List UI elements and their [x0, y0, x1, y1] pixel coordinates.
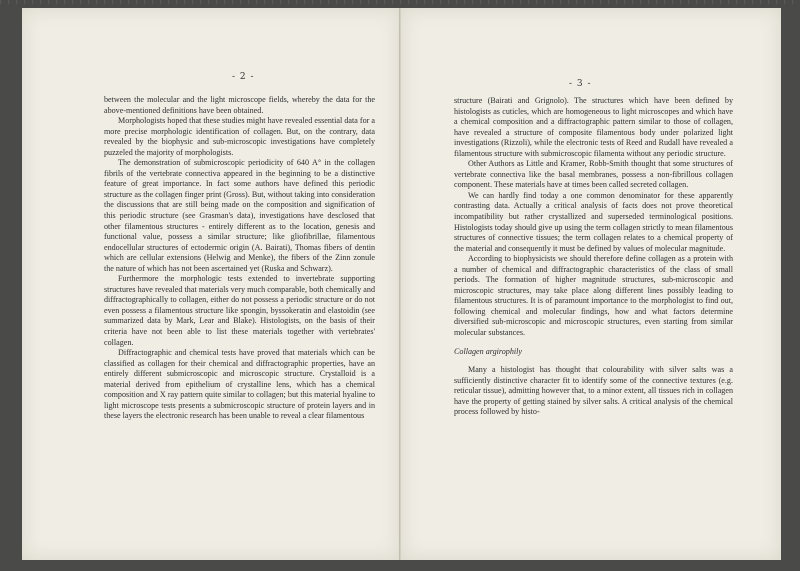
- page-body: [104, 95, 375, 422]
- section-heading: Collagen argirophily: [454, 346, 522, 356]
- page-number: - 3 -: [569, 79, 592, 89]
- paragraph: Other Authors as Little and Kramer, Robb-Smith thought that some structures of vertebrate connectiva like the basal membranes, possess a non-fibrillous collagen component. These materials have at times been called secreted collagen.: [454, 159, 733, 190]
- paragraph: Diffractographic and chemical tests have proved that materials which can be classified as collagen for their chemical and diffractographic properties, have an entirely different submicroscopic and microscopic structure. Crystalloid is a material derived from epithelium of crystalline lens, which has a chemical composition and X ray pattern quite similar to collagen; but this material hyaline to light microscope tests presents a submicroscopic structure of protein layers and in these layers the electronic research has been unable to reveal a clear filamentous: [104, 348, 375, 421]
- left-page: [22, 8, 400, 560]
- paragraph: structure (Bairati and Grignolo). The structures which have been defined by histologists as cuticles, which are homogeneous to light microscopes and which have a chemical composition and a diffractographic pattern similar to those of collagen, have revealed a structure of composite filamentous body under polarized light investigations (Rizzoli), while the electronic tests of Reed and Rudall have revealed a filamentous structure with submicroscopic filamenta without any periodic structure.: [454, 96, 733, 158]
- page-body: [454, 96, 733, 418]
- paragraph: We can hardly find today a one common denominator for these apparently contrasting data. Actually a critical analysis of facts does not prove theoretical incompatibility but rather crystallized and superseded terminological positions. Histologists today should give up using the term collagen strictly to mean filamentous structures of connective tissues; the term collagen relates to a chemical property of the material and consequently it must be defined by values of molecular magnitude.: [454, 190, 733, 253]
- paragraph: between the molecular and the light microscope fields, whereby the data for the above-mentioned definitions have been obtained.: [104, 95, 375, 115]
- paragraph: Morphologists hoped that these studies might have revealed essential data for a more precise morphologic identification of collagen. But, on the contrary, data revealed by the biophysic and sub-microscopic investigations have completely puzzeled the majority of morphologists.: [104, 116, 375, 157]
- paragraph: The demonstration of submicroscopic periodicity of 640 A° in the collagen fibrils of the vertebrate connectiva appeared in the beginning to be a distinctive feature of great importance. In fact some authors have defined this periodic structure as the collagen finger print (Gross). But, without taking into consideration the discussions that are still being made on the composition and signification of this periodic structure (see Grasman's data), investigations have desclosed that other filamentous structures - entirely different as to the location, genesis and functional value, possess a similar structure; like gliofibrillae, filamentous endocellular structures of ectodermic origin (A. Bairati), Thomas fibers of dentin which are cellular extensions (Helwig and Menke), the fibers of the Zinn zonule the nature of which has not been ascertained yet (Ruska and Schwarz).: [104, 158, 375, 273]
- paragraph: Furthermore the morphologic tests extended to invertebrate supporting structures have revealed that materials very much comparable, both chemically and diffractographically to collagen, either do not possess a periodic structure or do not even possess a filamentous structure like spongin, byssokeratin and elastoidin (see summarized data by Mark, Lear and Blake). Histologists, on the basis of their criteria have not been able to list these materials together with vertebrates' collagen.: [104, 274, 375, 347]
- paragraph: Many a histologist has thought that colourability with silver salts was a sufficiently distinctive character fit to identify some of the connective textures (e.g. reticular tissue), admitting however that, to a minor extent, all tissues rich in collagen have the property of getting stained by silver salts. A critical analysis of the chemical process followed by histo-: [454, 365, 733, 417]
- paragraph: According to biophysicists we should therefore define collagen as a protein with a number of chemical and diffractographic characteristics of the class of small periods. The formation of higher magnitude structures, sub-microscopic and microscopic structures, may take place along different lines possibly leading to filamentous structures. It is of paramount importance to the morphologist to find out, following chemical and molecular findings, how and what factors determine diversified sub-microscopic and microscopic structures, even starting from similar molecular substances.: [454, 254, 733, 338]
- right-page: [401, 8, 781, 560]
- scale-ruler: [0, 0, 800, 4]
- page-number: - 2 -: [232, 72, 255, 82]
